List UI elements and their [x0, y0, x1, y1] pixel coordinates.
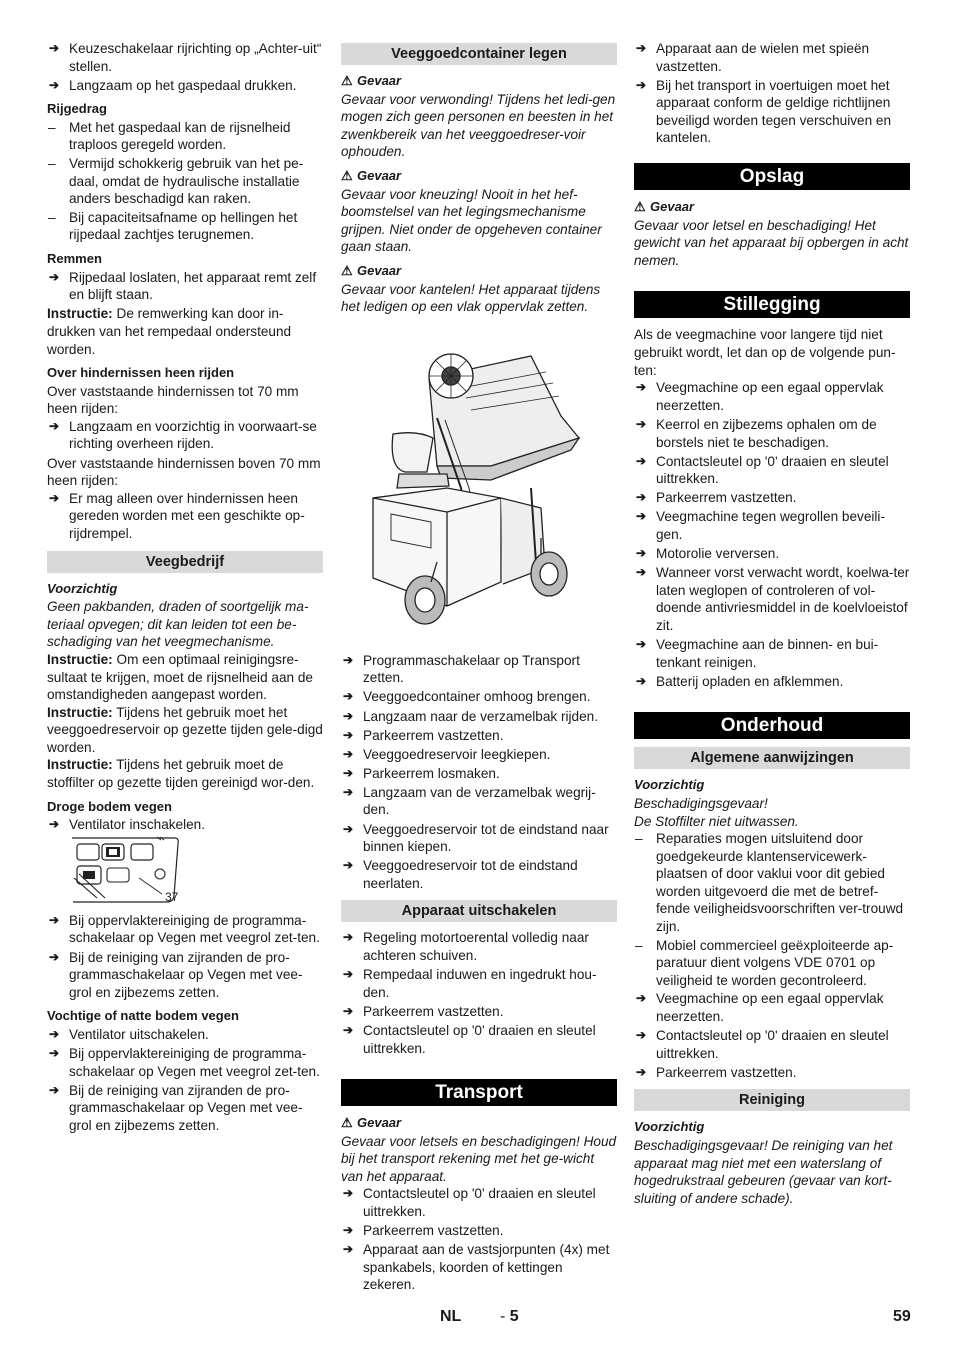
instruction-label: Instructie:	[47, 704, 113, 720]
danger-text: Gevaar voor kantelen! Het apparaat tijdens het ledigen op een vlak oppervlak zetten.	[341, 281, 601, 315]
caution-text: Geen pakbanden, draden of soortgelijk ma-teriaal opvegen; dit kan leiden tot een be-schadiging van het veegmechanisme.	[47, 599, 309, 650]
step: ➔ Apparaat aan de vastsjorpunten (4x) met spankabels, koorden of kettingen zekeren.	[341, 1241, 617, 1294]
step: ➔ Bij het transport in voertuigen moet het apparaat conform de geldige richtlijnen beveiligd worden tegen verschuiven en kantelen.	[634, 77, 910, 147]
step: ➔ Wanneer vorst verwacht wordt, koelwa-ter laten weglopen of controleren of vol-doende antivriesmiddel in de koelvloeistof zit.	[634, 564, 910, 634]
step: ➔ Veegmachine tegen wegrollen beveili-gen.	[634, 508, 910, 543]
step: ➔ Contactsleutel op '0' draaien en sleutel uittrekken.	[634, 1027, 910, 1062]
footer-page-prefix: -	[500, 1308, 510, 1325]
danger-text: Gevaar voor letsel en beschadiging! Het gewicht van het apparaat bij opbergen in acht nemen.	[634, 217, 909, 268]
page-number: 59	[893, 1308, 911, 1325]
paragraph: Als de veegmachine voor langere tijd niet gebruikt wordt, let dan op de volgende pun-ten:	[634, 327, 896, 378]
sweeper-illustration	[341, 338, 617, 638]
footer-language: NL	[440, 1308, 462, 1325]
caution-text: Beschadigingsgevaar!	[634, 795, 768, 811]
step: ➔ Keerrol en zijbezems ophalen om de borstels niet te beschadigen.	[634, 416, 910, 451]
instruction-text: Tijdens het gebruik moet het veeggoedreservoir op gezette tijden gele-digd worden.	[47, 704, 323, 755]
subheading: Remmen	[47, 251, 102, 267]
footer-section-page	[500, 1308, 519, 1326]
step: ➔ Veeggoedcontainer omhoog brengen.	[341, 688, 617, 706]
step: ➔ Bij oppervlaktereiniging de programma-schakelaar op Vegen met veegrol zet-ten.	[47, 912, 323, 947]
signal-word-gevaar	[341, 262, 617, 280]
step: ➔ Ventilator uitschakelen.	[47, 1026, 323, 1044]
step: ➔ Bij oppervlaktereiniging de programma-schakelaar op Vegen met veegrol zet-ten.	[47, 1045, 323, 1080]
warning-icon: ⚠	[634, 199, 646, 215]
instruction-text: Tijdens het gebruik moet de stoffilter op gezette tijden gereinigd wor-den.	[47, 757, 315, 791]
section-bar-container-legen: Veeggoedcontainer legen	[341, 43, 617, 65]
section-title-opslag: Opslag	[634, 163, 910, 190]
step: ➔ Rempedaal induwen en ingedrukt hou-den.	[341, 966, 617, 1001]
paragraph: Over vaststaande hindernissen tot 70 mm heen rijden:	[47, 383, 299, 417]
step: ➔ Bij de reiniging van zijranden de pro-grammaschakelaar op Vegen met vee-grol en zijbezems zetten.	[47, 1082, 323, 1135]
step: ➔ Veegmachine op een egaal oppervlak neerzetten.	[634, 990, 910, 1025]
figure-callout-number: 37	[165, 889, 179, 904]
instruction-label: Instructie:	[47, 757, 113, 773]
caution-text: De Stoffilter niet uitwassen.	[634, 813, 799, 829]
subheading: Droge bodem vegen	[47, 798, 172, 814]
warning-icon: ⚠	[341, 262, 353, 278]
instruction	[47, 756, 323, 791]
subheading: Vochtige of natte bodem vegen	[47, 1008, 239, 1024]
step: ➔ Batterij opladen en afklemmen.	[634, 673, 910, 691]
caution-text: Beschadigingsgevaar! De reiniging van het apparaat mag niet met een waterslang of hogedrukstraal gebeuren (gevaar van kort-sluiting of andere schade).	[634, 1138, 893, 1206]
paragraph: Over vaststaande hindernissen boven 70 mm heen rijden:	[47, 455, 321, 489]
signal-word-text: Gevaar	[650, 199, 695, 215]
step: ➔ Contactsleutel op '0' draaien en sleutel uittrekken.	[634, 453, 910, 488]
step: ➔ Parkeerrem vastzetten.	[634, 489, 910, 507]
list-item: – Mobiel commercieel geëxploiteerde ap-paratuur dient volgens VDE 0701 op veiligheid te worden gecontroleerd.	[634, 937, 910, 990]
instruction-label: Instructie:	[47, 306, 113, 322]
list-item: – Reparaties mogen uitsluitend door goedgekeurde klantenservicewerk-plaatsen of door vaklui voor dit gebied worden uitgevoerd die met de betref-fende veiligheidsvoorschriften ver-trouwd zijn.	[634, 830, 910, 936]
signal-word-voorzichtig: Voorzichtig	[47, 580, 118, 596]
step: ➔ Langzaam en voorzichtig in voorwaart-se richting overheen rijden.	[47, 418, 323, 453]
step: ➔ Parkeerrem vastzetten.	[341, 727, 617, 745]
column-3	[634, 40, 910, 1207]
section-title-stillegging: Stillegging	[634, 291, 910, 318]
signal-word-voorzichtig: Voorzichtig	[634, 777, 705, 793]
step: ➔ Programmaschakelaar op Transport zetten.	[341, 652, 617, 687]
section-title-onderhoud: Onderhoud	[634, 712, 910, 739]
danger-text: Gevaar voor letsels en beschadigingen! Houd bij het transport rekening met het ge-wicht van het apparaat.	[341, 1133, 617, 1184]
control-panel-illustration	[47, 836, 207, 908]
warning-icon: ⚠	[341, 73, 353, 88]
step: ➔ Contactsleutel op '0' draaien en sleutel uittrekken.	[341, 1185, 617, 1220]
danger-text: Gevaar voor kneuzing! Nooit in het hef-boomstelsel van het legingsmechanisme grijpen. Niet onder de opgeheven container gaan staan.	[341, 186, 602, 255]
section-bar-uitschakelen: Apparaat uitschakelen	[341, 900, 617, 922]
step: ➔ Ventilator inschakelen.	[47, 816, 323, 834]
step: ➔ Langzaam van de verzamelbak wegrij-den.	[341, 784, 617, 819]
section-bar-veegbedrijf: Veegbedrijf	[47, 551, 323, 573]
column-2	[341, 43, 617, 1296]
step: ➔ Veegmachine op een egaal oppervlak neerzetten.	[634, 379, 910, 414]
column-1	[47, 40, 323, 1136]
instruction	[47, 704, 323, 757]
section-bar-algemene-aanwijzingen: Algemene aanwijzingen	[634, 747, 910, 769]
instruction	[47, 305, 323, 358]
signal-word-gevaar	[341, 167, 617, 185]
step: ➔ Veeggoedreservoir tot de eindstand naar binnen kiepen.	[341, 821, 617, 856]
subheading: Over hindernissen heen rijden	[47, 365, 235, 381]
step: ➔ Parkeerrem vastzetten.	[341, 1003, 617, 1021]
step: ➔ Parkeerrem vastzetten.	[634, 1064, 910, 1082]
signal-word-text: Gevaar	[357, 262, 402, 278]
subheading: Rijgedrag	[47, 101, 107, 117]
step: ➔ Langzaam op het gaspedaal drukken.	[47, 77, 323, 95]
step: ➔ Regeling motortoerental volledig naar achteren schuiven.	[341, 929, 617, 964]
instruction-text: Om een optimaal reinigingsre-sultaat te krijgen, moet de rijsnelheid aan de omstandigheden aangepast worden.	[47, 651, 313, 703]
section-title-transport: Transport	[341, 1079, 617, 1106]
signal-word-gevaar	[341, 72, 617, 90]
signal-word-text: Gevaar	[357, 1115, 402, 1131]
warning-icon: ⚠	[341, 1115, 353, 1131]
section-bar-reiniging: Reiniging	[634, 1089, 910, 1111]
signal-word-gevaar	[634, 198, 910, 216]
danger-text: Gevaar voor verwonding! Tijdens het ledi-gen mogen zich geen personen en beesten in het zwenkbereik van het veeggoedreser-voir ophouden.	[341, 91, 616, 160]
step: ➔ Rijpedaal loslaten, het apparaat remt zelf en blijft staan.	[47, 269, 323, 304]
step: ➔ Parkeerrem vastzetten.	[341, 1222, 617, 1240]
instruction	[47, 651, 323, 704]
step: ➔ Langzaam naar de verzamelbak rijden.	[341, 708, 617, 726]
step: ➔ Veeggoedreservoir leegkiepen.	[341, 746, 617, 764]
step: ➔ Keuzeschakelaar rijrichting op „Achter-uit“ stellen.	[47, 40, 323, 75]
footer-page: 5	[509, 1308, 519, 1325]
step: ➔ Contactsleutel op '0' draaien en sleutel uittrekken.	[341, 1022, 617, 1057]
step: ➔ Motorolie verversen.	[634, 545, 910, 563]
instruction-text: De remwerking kan door in-drukken van het rempedaal ondersteund worden.	[47, 306, 292, 357]
step: ➔ Veeggoedreservoir tot de eindstand neerlaten.	[341, 857, 617, 892]
list-item: – Bij capaciteitsafname op hellingen het rijpedaal zachtjes terugnemen.	[47, 209, 323, 244]
step: ➔ Apparaat aan de wielen met spieën vastzetten.	[634, 40, 910, 75]
step: ➔ Er mag alleen over hindernissen heen gereden worden met een geschikte op-rijdrempel.	[47, 490, 323, 543]
signal-word-text: Gevaar	[357, 167, 402, 183]
instruction-label: Instructie:	[47, 651, 113, 667]
signal-word-text: Gevaar	[357, 73, 402, 88]
signal-word-gevaar	[341, 1114, 617, 1132]
list-item: – Vermijd schokkerig gebruik van het pe-daal, omdat de hydraulische installatie anders beschadigd kan raken.	[47, 155, 323, 208]
signal-word-voorzichtig: Voorzichtig	[634, 1119, 705, 1135]
step: ➔ Veegmachine aan de binnen- en bui-tenkant reinigen.	[634, 636, 910, 671]
control-panel-figure	[47, 836, 323, 908]
warning-icon: ⚠	[341, 167, 353, 183]
list-item: – Met het gaspedaal kan de rijsnelheid traploos geregeld worden.	[47, 119, 323, 154]
sweeper-dumping-figure	[341, 338, 617, 638]
step: ➔ Parkeerrem losmaken.	[341, 765, 617, 783]
step: ➔ Bij de reiniging van zijranden de pro-grammaschakelaar op Vegen met vee-grol en zijbezems zetten.	[47, 949, 323, 1002]
